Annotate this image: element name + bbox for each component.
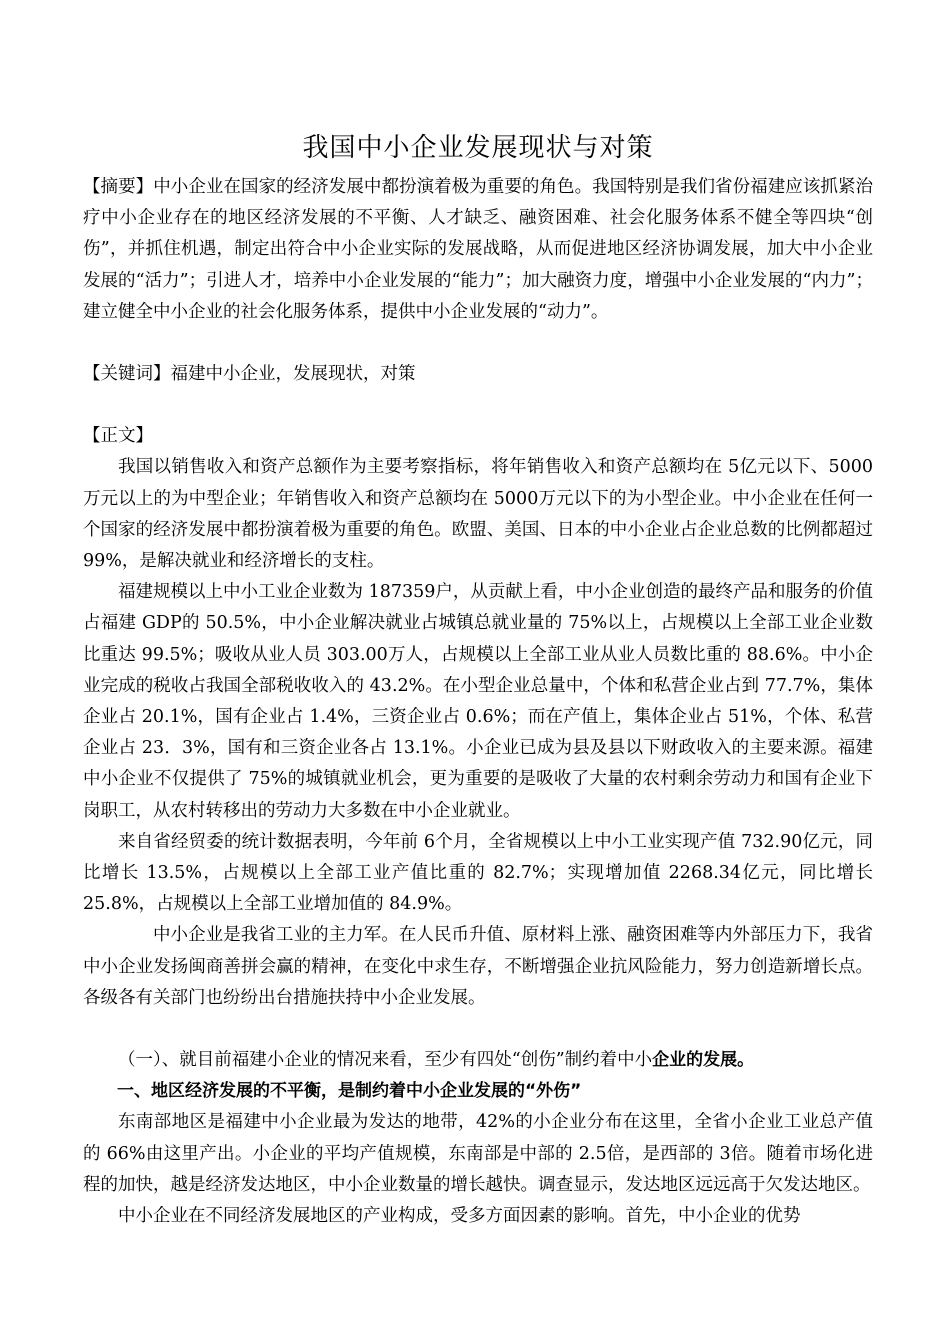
spacer [83, 328, 873, 359]
body-paragraph-2: 福建规模以上中小工业企业数为 187359户，从贡献上看，中小企业创造的最终产品和服务的价值占福建 GDP的 50.5%，中小企业解决就业占城镇总就业量的 75%以上，占规模以上全部工业企业数比重达 99.5%；吸收从业人员 303.00万人，占规模以上全部工业从业人员数比重的 88.6%。中小企业完成的税收占我国全部税收收入的 43.2%。在小型企业总量中，个体和私营企业占到 77.7%，集体企业占 20.1%，国有企业占 1.4%，三资企业占 0.6%；而在产值上，集体企业占 51%，个体、私营企业占 23．3%，国有和三资企业各占 13.1%。小企业已成为县及县以下财政收入的主要来源。福建中小企业不仅提供了 75%的城镇就业机会，更为重要的是吸收了大量的农村剩余劳动力和国有企业下岗职工，从农村转移出的劳动力大多数在中小企业就业。 [83, 582, 873, 821]
section-paragraph-1: 东南部地区是福建中小企业最为发达的地带，42%的小企业分布在这里，全省小企业工业总产值的 66%由这里产出。小企业的平均产值规模，东南部是中部的 2.5倍，是西部的 3倍。随着市场化进程的加快，越是经济发达地区，中小企业数量的增长越快。调查显示，发达地区远远高于欠发达地区。 [83, 1112, 873, 1195]
section-intro-text: （一）、就目前福建小企业的情况来看，至少有四处“创伤”制约着中小 [118, 1050, 653, 1071]
keywords-line: 【关键词】福建中小企业，发展现状，对策 [83, 364, 416, 385]
section-intro [83, 1045, 873, 1076]
body-paragraph-1: 我国以销售收入和资产总额作为主要考察指标，将年销售收入和资产总额均在 5亿元以下、5000万元以上的为中型企业；年销售收入和资产总额均在 5000万元以下的为小型企业。中小企业在任何一个国家的经济发展中都扮演着极为重要的角色。欧盟、美国、日本的中小企业占企业总数的比例都超过 99%，是解决就业和经济增长的支柱。 [83, 457, 873, 572]
document-content [83, 128, 873, 1232]
spacer [83, 1014, 873, 1045]
body-paragraph-4: 中小企业是我省工业的主力军。在人民币升值、原材料上涨、融资困难等内外部压力下，我省中小企业发扬闽商善拼会赢的精神，在变化中求生存，不断增强企业抗风险能力，努力创造新增长点。各级各有关部门也纷纷出台措施扶持中小企业发展。 [83, 925, 873, 1008]
section-intro-emphasis: 企业的发展。 [652, 1050, 755, 1071]
section-heading-1: 一、地区经济发展的不平衡，是制约着中小企业发展的“外伤” [117, 1081, 582, 1102]
document-title: 我国中小企业发展现状与对策 [302, 133, 654, 163]
spacer [83, 390, 873, 421]
body-label: 【正文】 [83, 426, 153, 447]
abstract-paragraph: 【摘要】中小企业在国家的经济发展中都扮演着极为重要的角色。我国特别是我们省份福建应该抓紧治疗中小企业存在的地区经济发展的不平衡、人才缺乏、融资困难、社会化服务体系不健全等四块“创伤”，并抓住机遇，制定出符合中小企业实际的发展战略，从而促进地区经济协调发展，加大中小企业发展的“活力”；引进人才，培养中小企业发展的“能力”；加大融资力度，增强中小企业发展的“内力”；建立健全中小企业的社会化服务体系，提供中小企业发展的“动力”。 [83, 177, 873, 322]
section-paragraph-2: 中小企业在不同经济发展地区的产业构成，受多方面因素的影响。首先，中小企业的优势 [118, 1206, 801, 1227]
body-paragraph-3: 来自省经贸委的统计数据表明，今年前 6个月，全省规模以上中小工业实现产值 732.90亿元，同比增长 13.5%，占规模以上全部工业产值比重的 82.7%；实现增加值 2268.34亿元，同比增长 25.8%，占规模以上全部工业增加值的 84.9%。 [83, 831, 873, 915]
